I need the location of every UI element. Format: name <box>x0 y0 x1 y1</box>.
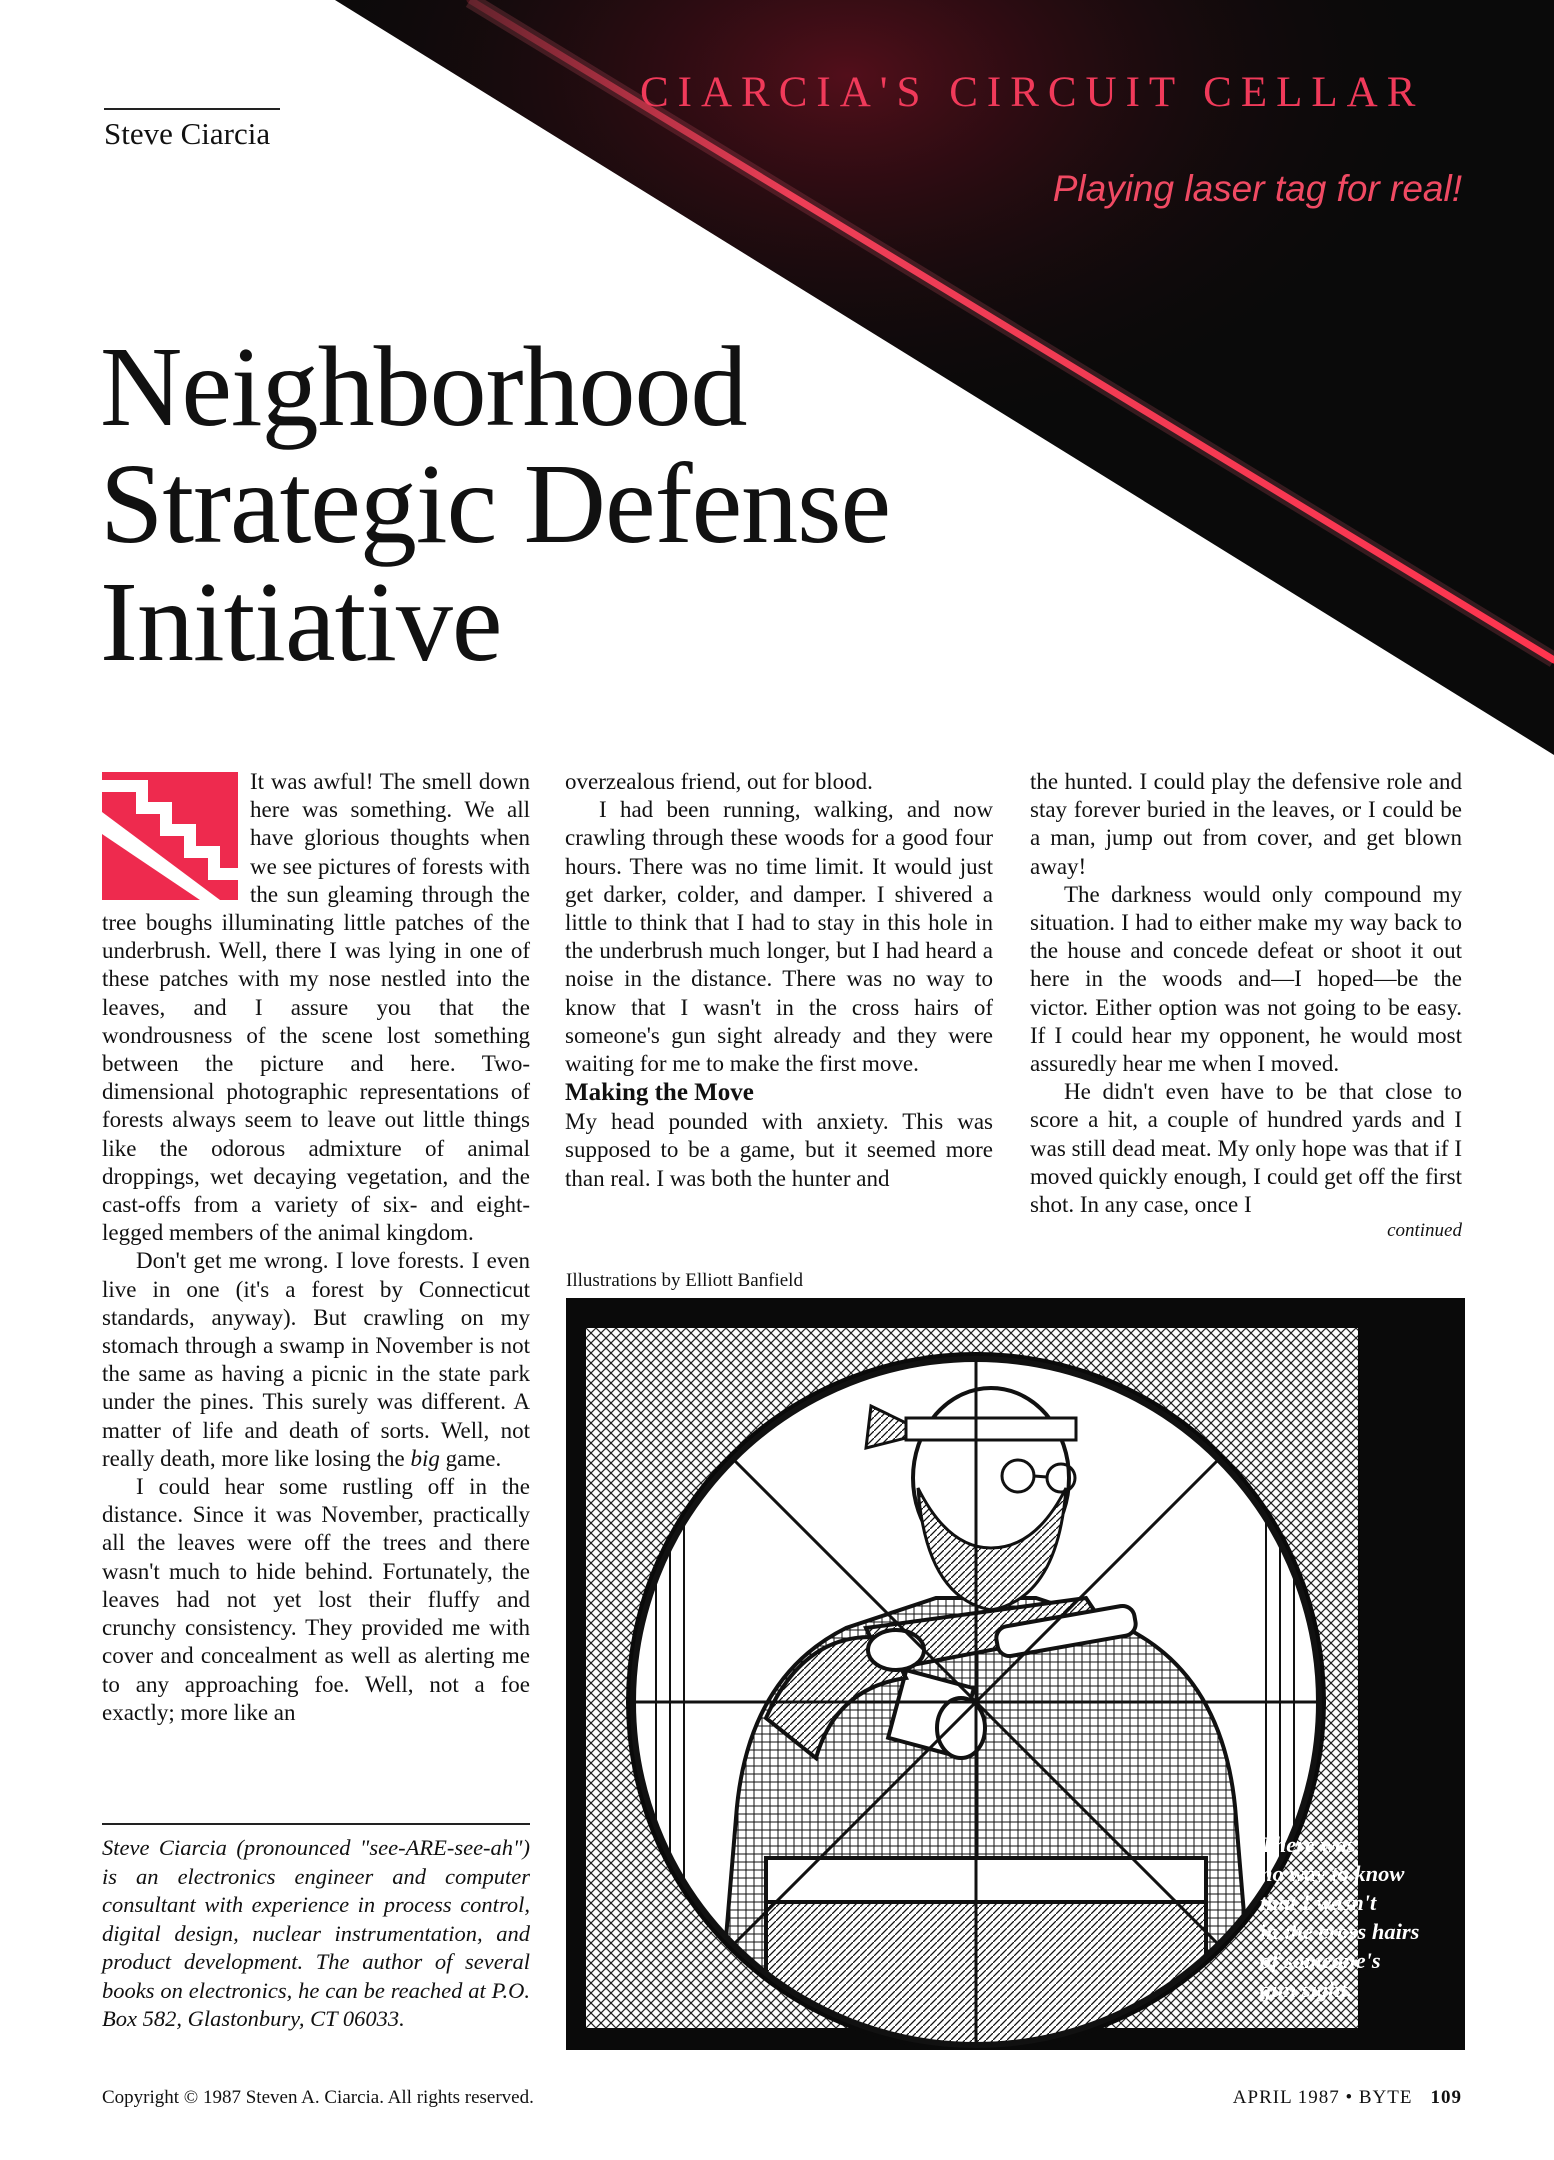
page-number: 109 <box>1430 2087 1462 2108</box>
caption-line: in the cross hairs <box>1260 1919 1420 1944</box>
section-subhead: Making the Move <box>565 1079 754 1107</box>
bio-rule <box>102 1823 530 1825</box>
article-subtitle: Playing laser tag for real! <box>1052 168 1462 209</box>
paragraph: the hunted. I could play the defensive role and stay forever buried in the leaves, or I could be a man, jump out from cover, and get blown away! <box>1030 769 1462 879</box>
caption-line: of someone's <box>1260 1948 1381 1973</box>
caption-line: gun sight. <box>1260 1977 1353 2002</box>
copyright: Copyright © 1987 Steven A. Ciarcia. All rights reserved. <box>102 2087 534 2108</box>
article-column-2 <box>565 768 993 1193</box>
paragraph: I could hear some rustling off in the distance. Since it was November, practically all the leaves were off the trees and there wasn't much to hide behind. Fortunately, the leaves had not yet lost their fluffy and crunchy consistency. They provided me with cover and concealment as well as alerting me to any approaching foe. Well, not a foe exactly; more like an <box>102 1474 530 1725</box>
article-column-1 <box>102 768 530 1727</box>
author-bio: Steve Ciarcia (pronounced "see-ARE-see-ah") is an electronics engineer and computer consultant with experience in process control, digital design, nuclear instrumentation, and product development. The author of several books on electronics, he can be reached at P.O. Box 582, Glastonbury, CT 06033. <box>102 1835 530 2031</box>
paragraph: My head pounded with anxiety. This was supposed to be a game, but it seemed more than real. I was both the hunter and <box>565 1109 993 1191</box>
illustration <box>566 1298 1465 2050</box>
paragraph: He didn't even have to be that close to score a hit, a couple of hundred yards and I was still dead meat. My only hope was that if I moved quickly enough, I could get off the first shot. In any case, once I <box>1030 1079 1462 1218</box>
byline: Steve Ciarcia <box>104 116 271 151</box>
article-title <box>100 323 891 685</box>
title-line-2: Strategic Defense <box>100 440 891 568</box>
issue-label: APRIL 1987 • BYTE <box>1232 2087 1413 2108</box>
byline-rule <box>104 108 280 110</box>
page-folio <box>1233 2087 1462 2109</box>
caption-line: There was <box>1260 1832 1356 1857</box>
paragraph: overzealous friend, out for blood. <box>565 769 873 794</box>
staircase-dropcap-icon <box>102 772 238 900</box>
title-line-3: Initiative <box>100 557 502 685</box>
illustration-credit: Illustrations by Elliott Banfield <box>566 1270 803 1291</box>
article-column-3 <box>1030 768 1462 1243</box>
caption-line: that I wasn't <box>1260 1890 1377 1915</box>
illustration-caption <box>1260 1830 1460 2004</box>
emphasis: big <box>410 1445 440 1471</box>
continued-note: continued <box>1387 1220 1462 1242</box>
paragraph: The darkness would only compound my situation. I had to either make my way back to the house and concede defeat or shoot it out here in the woods and—I hoped—be the victor. Either option was not going to be easy. If I could hear my opponent, he would most assuredly hear me when I moved. <box>1030 881 1462 1077</box>
paragraph: I had been running, walking, and now crawling through these woods for a good four hours. There was no time limit. It would just get darker, colder, and damper. I shivered a little to think that I had to stay in this hole in the underbrush much longer, but I had heard a noise in the distance. There was no way to know that I wasn't in the cross hairs of someone's gun sight already and they were waiting for me to make the first move. <box>565 797 993 1077</box>
section-title: CIARCIA'S CIRCUIT CELLAR <box>640 69 1425 116</box>
paragraph: Don't get me wrong. I love forests. I even live in one (it's a forest by Connecticut standards, anyway). But crawling on my stomach through a swamp in November is not the same as having a picnic in the state park under the pines. This surely was different. A matter of life and death of sorts. Well, not really death, more like losing the big game. <box>102 1248 530 1471</box>
title-line-1: Neighborhood <box>100 323 747 450</box>
paragraph: It was awful! The smell down here was something. We all have glorious thoughts when we see pictures of forests with the sun gleaming through the tree boughs illuminating little patches of the underbrush. Well, there I was lying in one of these patches with my nose nestled into the leaves, and I assure you that the wondrousness of the scene lost something between the picture and here. Two-dimensional photographic representations of forests always seem to leave out little things like the odorous admixture of animal droppings, wet decaying vegetation, and the cast-offs from a variety of six- and eight-legged members of the animal kingdom. <box>102 769 530 1246</box>
caption-line: no way to know <box>1260 1861 1405 1886</box>
